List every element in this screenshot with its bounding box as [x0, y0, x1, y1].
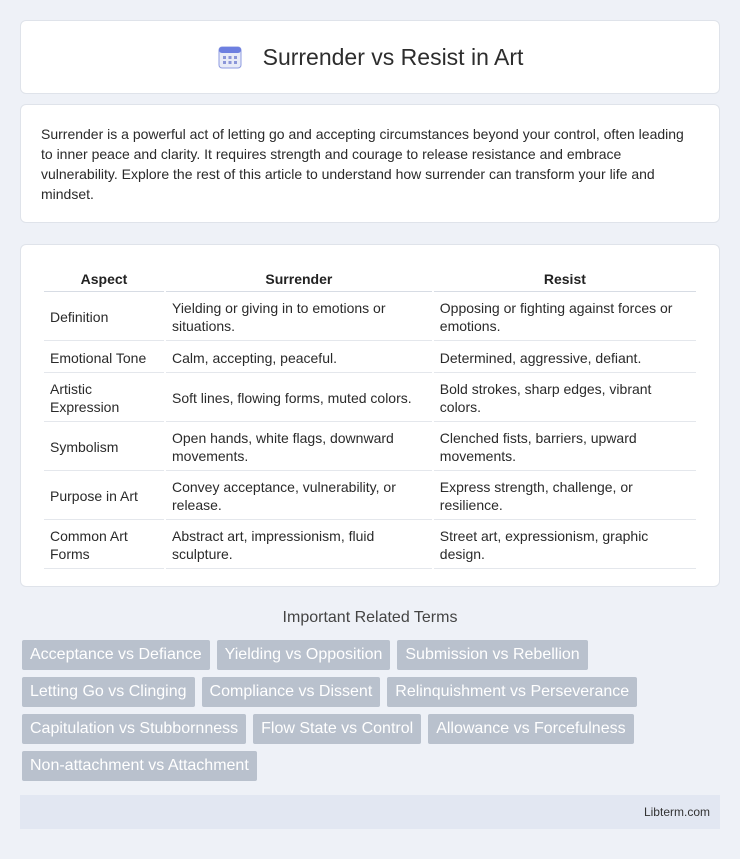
related-term-tag[interactable]: Acceptance vs Defiance	[22, 640, 210, 670]
related-term-tag[interactable]: Letting Go vs Clinging	[22, 677, 195, 707]
related-term-tag[interactable]: Compliance vs Dissent	[202, 677, 381, 707]
table-header-row	[44, 267, 696, 292]
related-term-tag[interactable]: Submission vs Rebellion	[397, 640, 587, 670]
cell-surrender: Open hands, white flags, downward movements.	[166, 424, 432, 471]
table-row	[44, 522, 696, 569]
page-title: Surrender vs Resist in Art	[262, 43, 524, 70]
table-row	[44, 294, 696, 341]
cell-resist: Bold strokes, sharp edges, vibrant colors.	[434, 375, 696, 422]
cell-resist: Opposing or fighting against forces or emotions.	[434, 294, 696, 341]
cell-aspect: Purpose in Art	[44, 473, 164, 520]
intro-text: Surrender is a powerful act of letting go and accepting circumstances beyond your control, often leading to inner peace and clarity. It requires strength and courage to release resistance and embrace vulnerability. Explore the rest of this article to understand how surrender can transform your life and mindset.	[41, 126, 684, 202]
cell-aspect: Common Art Forms	[44, 522, 164, 569]
cell-aspect: Symbolism	[44, 424, 164, 471]
cell-surrender: Abstract art, impressionism, fluid sculpture.	[166, 522, 432, 569]
related-term-tag[interactable]: Relinquishment vs Perseverance	[387, 677, 637, 707]
related-term-tag[interactable]: Allowance vs Forcefulness	[428, 714, 633, 744]
related-terms-title: Important Related Terms	[282, 609, 458, 626]
cell-resist: Determined, aggressive, defiant.	[434, 343, 696, 373]
calendar-icon	[217, 44, 243, 70]
cell-surrender: Yielding or giving in to emotions or situations.	[166, 294, 432, 341]
cell-aspect: Artistic Expression	[44, 375, 164, 422]
footer	[20, 795, 720, 829]
cell-aspect: Emotional Tone	[44, 343, 164, 373]
header-surrender: Surrender	[166, 267, 432, 292]
intro-card	[20, 104, 720, 223]
related-term-tag[interactable]: Capitulation vs Stubbornness	[22, 714, 246, 744]
cell-surrender: Soft lines, flowing forms, muted colors.	[166, 375, 432, 422]
related-term-tag[interactable]: Flow State vs Control	[253, 714, 421, 744]
cell-surrender: Convey acceptance, vulnerability, or release.	[166, 473, 432, 520]
table-row	[44, 343, 696, 373]
related-term-tag[interactable]: Yielding vs Opposition	[217, 640, 391, 670]
footer-site-link[interactable]: Libterm.com	[643, 805, 710, 819]
header-resist: Resist	[434, 267, 696, 292]
comparison-table-card	[20, 244, 720, 587]
header-aspect: Aspect	[44, 267, 164, 292]
related-term-tag[interactable]: Non-attachment vs Attachment	[22, 751, 257, 781]
table-row	[44, 473, 696, 520]
cell-resist: Clenched fists, barriers, upward movements.	[434, 424, 696, 471]
cell-aspect: Definition	[44, 294, 164, 341]
comparison-table	[42, 265, 698, 571]
cell-surrender: Calm, accepting, peaceful.	[166, 343, 432, 373]
table-row	[44, 424, 696, 471]
table-row	[44, 375, 696, 422]
cell-resist: Express strength, challenge, or resilience.	[434, 473, 696, 520]
header-card	[20, 20, 720, 94]
cell-resist: Street art, expressionism, graphic design.	[434, 522, 696, 569]
related-terms-list	[22, 640, 722, 781]
